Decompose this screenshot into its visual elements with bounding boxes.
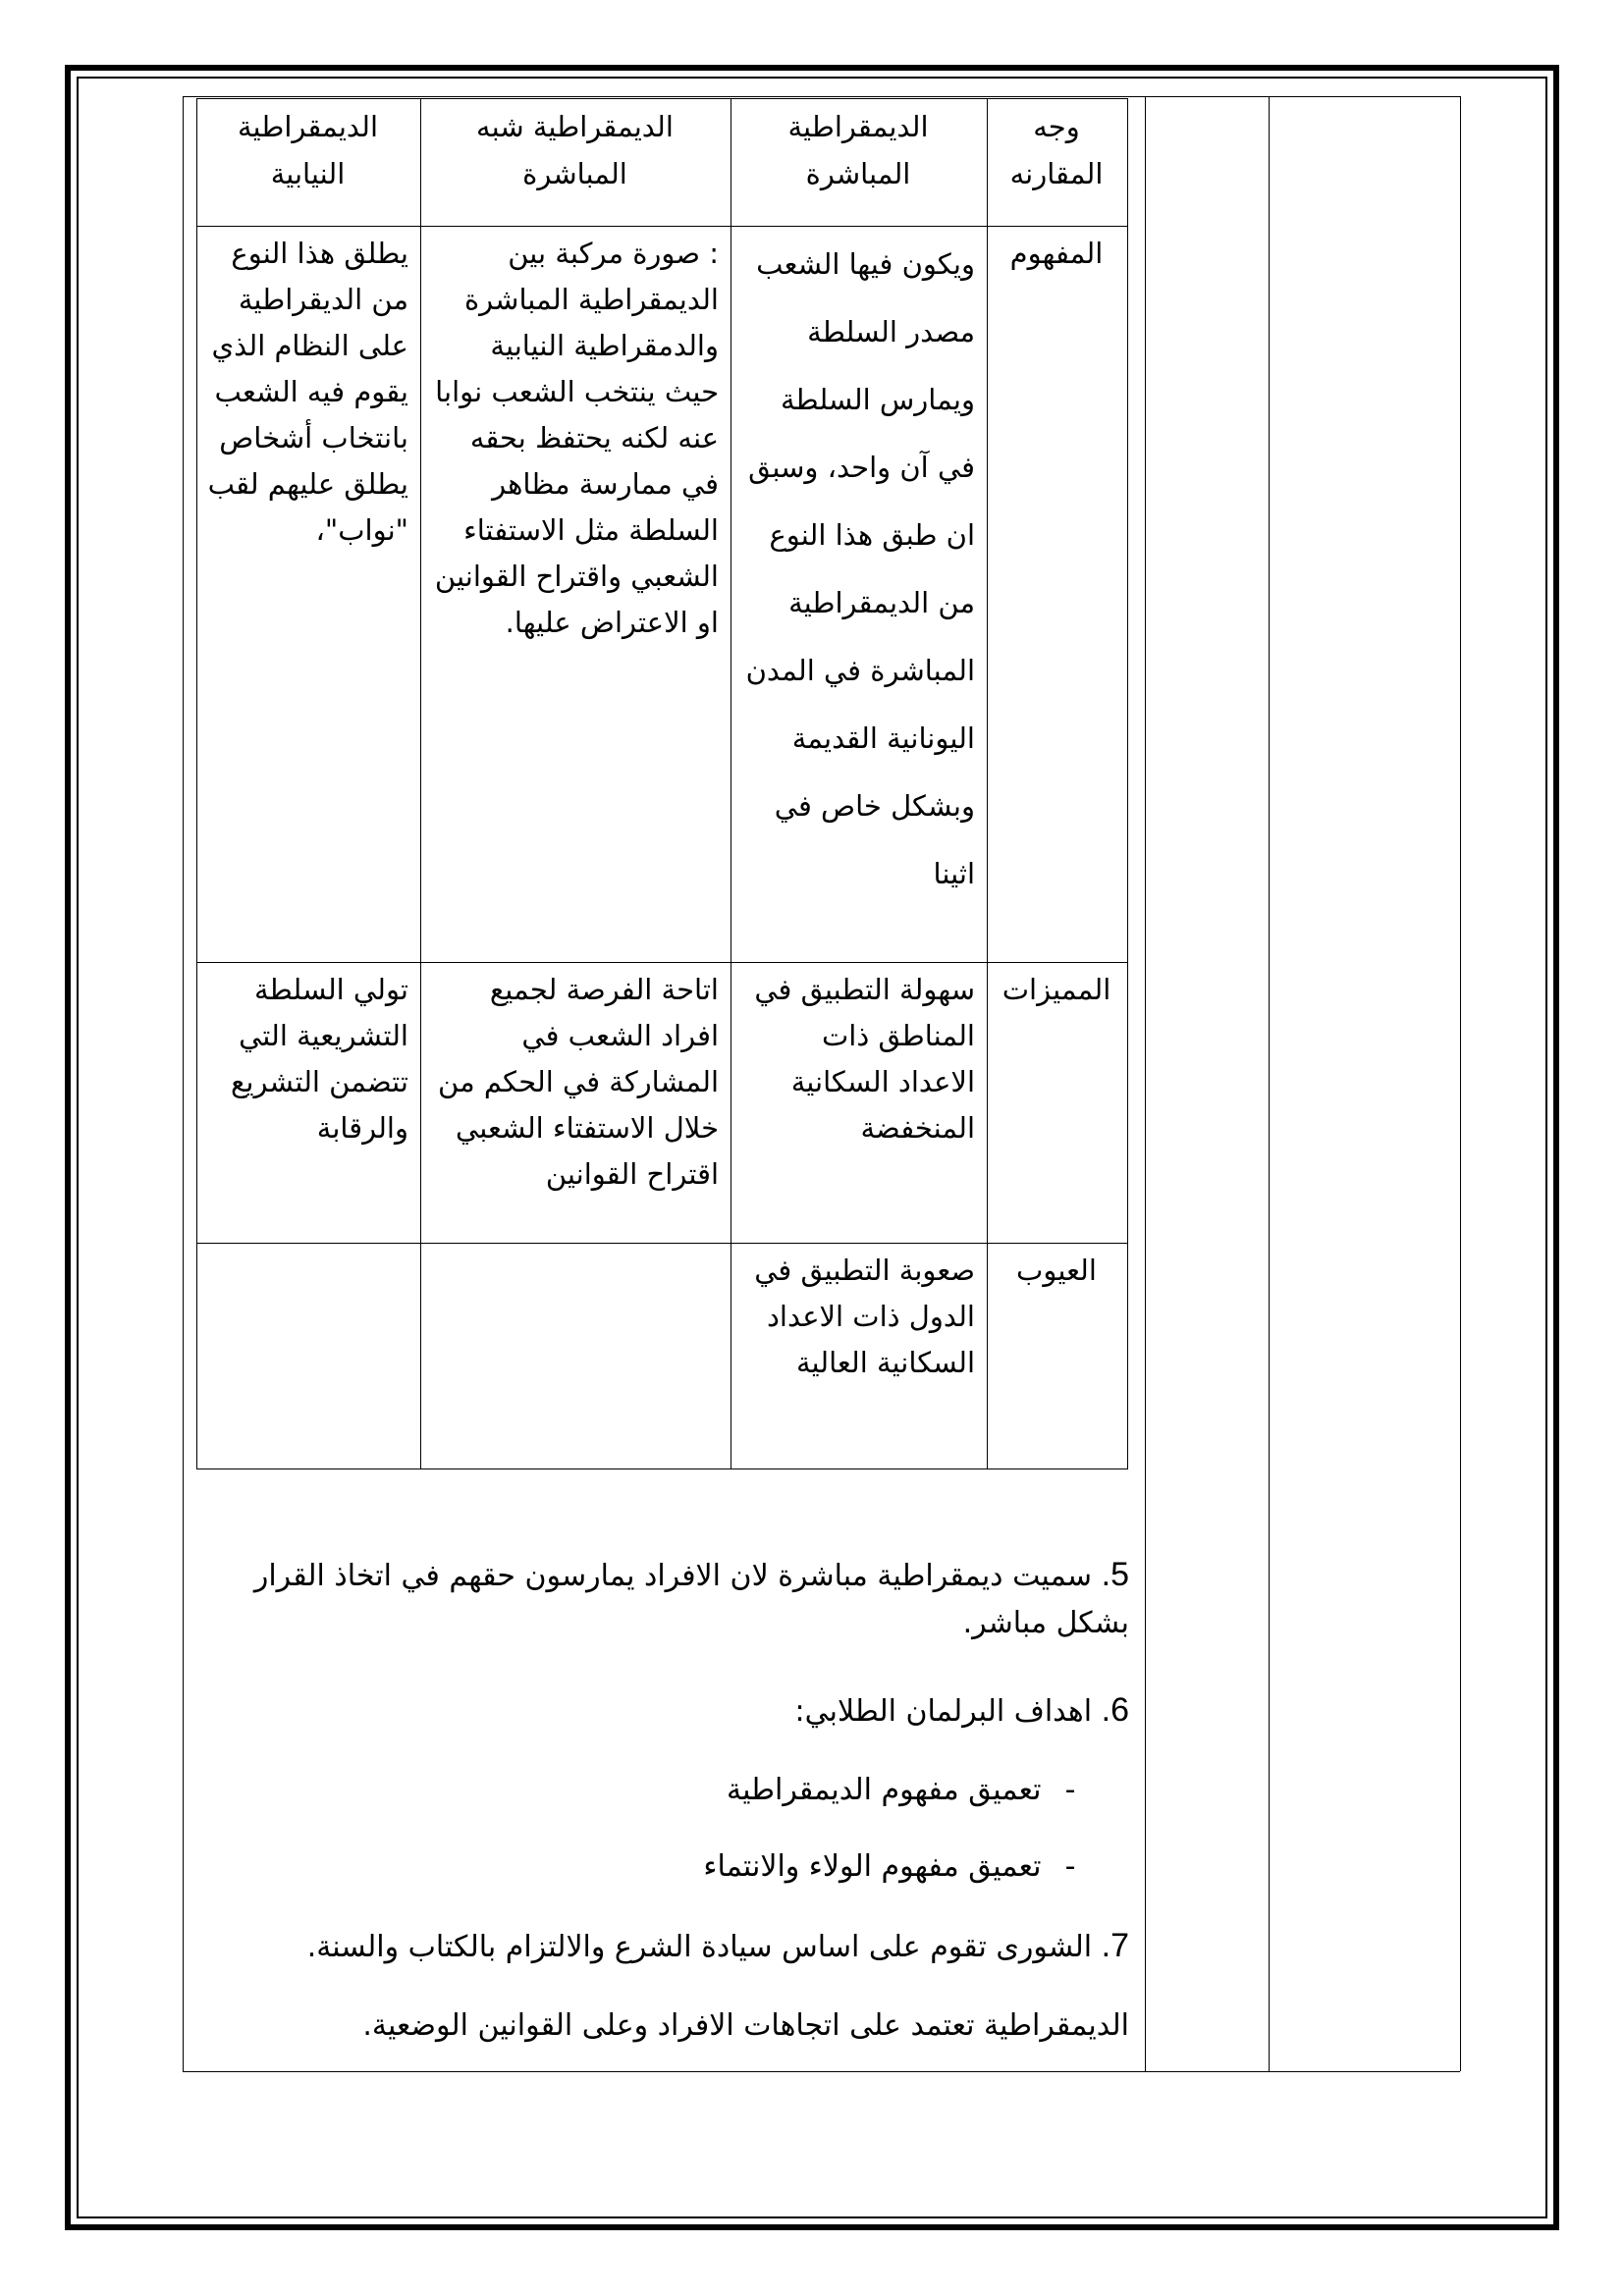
header-cell-comparison: وجه المقارنه xyxy=(988,99,1128,227)
cell-concept-direct: ويكون فيها الشعب مصدر السلطة ويمارس السلطة في آن واحد، وسبق ان طبق هذا النوع من الديمقراطية المباشرة في المدن اليونانية القديمة وبشكل خاص في اثينا xyxy=(731,227,988,963)
table-header-row xyxy=(197,99,1128,227)
cell-disadvantages-representative xyxy=(197,1244,421,1469)
cell-disadvantages-semi-direct xyxy=(421,1244,731,1469)
row-label-disadvantages: العيوب xyxy=(988,1244,1128,1469)
table-row-advantages xyxy=(197,963,1128,1244)
note-6 xyxy=(245,1686,1129,1735)
grid-line-col1 xyxy=(1145,96,1146,2071)
note-7-cont-text: الديمقراطية تعتمد على اتجاهات الافراد وعلى القوانين الوضعية. xyxy=(362,2008,1129,2043)
note-5-text: سميت ديمقراطية مباشرة لان الافراد يمارسون حقهم في اتخاذ القرار بشكل مباشر. xyxy=(253,1559,1129,1640)
note-7-text: الشورى تقوم على اساس سيادة الشرع والالتزام بالكتاب والسنة. xyxy=(306,1930,1093,1964)
table-row-disadvantages xyxy=(197,1244,1128,1469)
list-item: تعميق مفهوم الولاء والانتماء xyxy=(703,1849,1042,1884)
grid-line-right xyxy=(1460,96,1461,2071)
cell-advantages-direct: سهولة التطبيق في المناطق ذات الاعداد السكانية المنخفضة xyxy=(731,963,988,1244)
note-6-number: 6. xyxy=(1101,1691,1129,1729)
cell-advantages-representative: تولي السلطة التشريعية التي تتضمن التشريع والرقابة xyxy=(197,963,421,1244)
note-6-item-2 xyxy=(245,1843,1129,1891)
cell-concept-representative: يطلق هذا النوع من الديقراطية على النظام الذي يقوم فيه الشعب بانتخاب أشخاص يطلق عليهم لقب "نواب"، xyxy=(197,227,421,963)
list-item: تعميق مفهوم الديمقراطية xyxy=(727,1773,1042,1807)
table-row-concept xyxy=(197,227,1128,963)
bullet-dash: - xyxy=(1064,1773,1076,1807)
header-cell-semi-direct: الديمقراطية شبه المباشرة xyxy=(421,99,731,227)
cell-concept-semi-direct: : صورة مركبة بين الديمقراطية المباشرة والدمقراطية النيابية حيث ينتخب الشعب نوابا عنه لكنه يحتفظ بحقه في ممارسة مظاهر السلطة مثل الاستفتاء الشعبي واقتراح القوانين او الاعتراض عليها. xyxy=(421,227,731,963)
note-6-text: اهداف البرلمان الطلابي: xyxy=(794,1694,1093,1729)
comparison-table xyxy=(196,98,1128,1469)
row-label-concept: المفهوم xyxy=(988,227,1128,963)
note-7-number: 7. xyxy=(1101,1927,1129,1964)
note-5-number: 5. xyxy=(1101,1556,1129,1593)
header-cell-direct: الديمقراطية المباشرة xyxy=(731,99,988,227)
header-cell-representative: الديمقراطية النيابية xyxy=(197,99,421,227)
row-label-advantages: المميزات xyxy=(988,963,1128,1244)
note-6-item-1 xyxy=(245,1767,1129,1814)
cell-advantages-semi-direct: اتاحة الفرصة لجميع افراد الشعب في المشاركة في الحكم من خلال الاستفتاء الشعبي اقتراح القوانين xyxy=(421,963,731,1244)
bullet-dash: - xyxy=(1064,1849,1076,1884)
note-7 xyxy=(245,1922,1129,1971)
note-7-continuation xyxy=(245,2002,1129,2050)
grid-line-left xyxy=(183,96,184,2071)
note-5 xyxy=(245,1551,1129,1647)
cell-disadvantages-direct: صعوبة التطبيق في الدول ذات الاعداد السكانية العالية xyxy=(731,1244,988,1469)
grid-bottom-line xyxy=(183,2071,1460,2072)
grid-line-col2 xyxy=(1269,96,1270,2071)
